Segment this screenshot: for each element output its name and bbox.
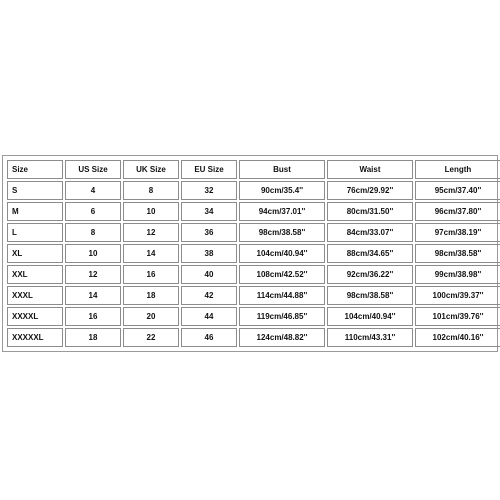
cell-uk-size: 20	[123, 307, 179, 326]
cell-eu-size: 40	[181, 265, 237, 284]
cell-uk-size: 8	[123, 181, 179, 200]
cell-waist: 98cm/38.58''	[327, 286, 413, 305]
cell-size: XXL	[7, 265, 63, 284]
cell-eu-size: 34	[181, 202, 237, 221]
cell-waist: 92cm/36.22''	[327, 265, 413, 284]
cell-us-size: 6	[65, 202, 121, 221]
cell-size: XXXL	[7, 286, 63, 305]
table-row	[7, 328, 500, 347]
header-us-size: US Size	[65, 160, 121, 179]
cell-bust: 108cm/42.52''	[239, 265, 325, 284]
cell-eu-size: 32	[181, 181, 237, 200]
header-length: Length	[415, 160, 500, 179]
cell-size: S	[7, 181, 63, 200]
cell-waist: 110cm/43.31''	[327, 328, 413, 347]
cell-bust: 94cm/37.01''	[239, 202, 325, 221]
header-waist: Waist	[327, 160, 413, 179]
table-header-row	[7, 160, 500, 179]
cell-waist: 80cm/31.50''	[327, 202, 413, 221]
cell-bust: 98cm/38.58''	[239, 223, 325, 242]
cell-length: 97cm/38.19''	[415, 223, 500, 242]
cell-uk-size: 10	[123, 202, 179, 221]
cell-us-size: 16	[65, 307, 121, 326]
cell-eu-size: 38	[181, 244, 237, 263]
cell-length: 102cm/40.16''	[415, 328, 500, 347]
table-row	[7, 265, 500, 284]
cell-size: M	[7, 202, 63, 221]
cell-bust: 124cm/48.82''	[239, 328, 325, 347]
cell-waist: 88cm/34.65''	[327, 244, 413, 263]
cell-length: 100cm/39.37''	[415, 286, 500, 305]
cell-length: 101cm/39.76''	[415, 307, 500, 326]
cell-eu-size: 44	[181, 307, 237, 326]
size-chart-table	[5, 158, 500, 349]
cell-eu-size: 36	[181, 223, 237, 242]
table-row	[7, 244, 500, 263]
cell-bust: 90cm/35.4''	[239, 181, 325, 200]
header-size: Size	[7, 160, 63, 179]
cell-us-size: 4	[65, 181, 121, 200]
cell-eu-size: 46	[181, 328, 237, 347]
cell-size: XXXXL	[7, 307, 63, 326]
cell-uk-size: 18	[123, 286, 179, 305]
cell-uk-size: 12	[123, 223, 179, 242]
cell-eu-size: 42	[181, 286, 237, 305]
cell-uk-size: 14	[123, 244, 179, 263]
cell-us-size: 14	[65, 286, 121, 305]
cell-length: 95cm/37.40''	[415, 181, 500, 200]
cell-us-size: 12	[65, 265, 121, 284]
cell-waist: 84cm/33.07''	[327, 223, 413, 242]
cell-us-size: 18	[65, 328, 121, 347]
table-row	[7, 307, 500, 326]
cell-us-size: 10	[65, 244, 121, 263]
cell-bust: 114cm/44.88''	[239, 286, 325, 305]
cell-uk-size: 22	[123, 328, 179, 347]
table-row	[7, 223, 500, 242]
cell-length: 96cm/37.80''	[415, 202, 500, 221]
table-row	[7, 202, 500, 221]
cell-size: XL	[7, 244, 63, 263]
cell-length: 98cm/38.58''	[415, 244, 500, 263]
header-eu-size: EU Size	[181, 160, 237, 179]
cell-waist: 76cm/29.92''	[327, 181, 413, 200]
cell-bust: 119cm/46.85''	[239, 307, 325, 326]
cell-length: 99cm/38.98''	[415, 265, 500, 284]
size-chart	[2, 155, 498, 352]
cell-bust: 104cm/40.94''	[239, 244, 325, 263]
table-row	[7, 286, 500, 305]
table-row	[7, 181, 500, 200]
cell-size: L	[7, 223, 63, 242]
cell-waist: 104cm/40.94''	[327, 307, 413, 326]
cell-uk-size: 16	[123, 265, 179, 284]
header-bust: Bust	[239, 160, 325, 179]
cell-size: XXXXXL	[7, 328, 63, 347]
header-uk-size: UK Size	[123, 160, 179, 179]
cell-us-size: 8	[65, 223, 121, 242]
